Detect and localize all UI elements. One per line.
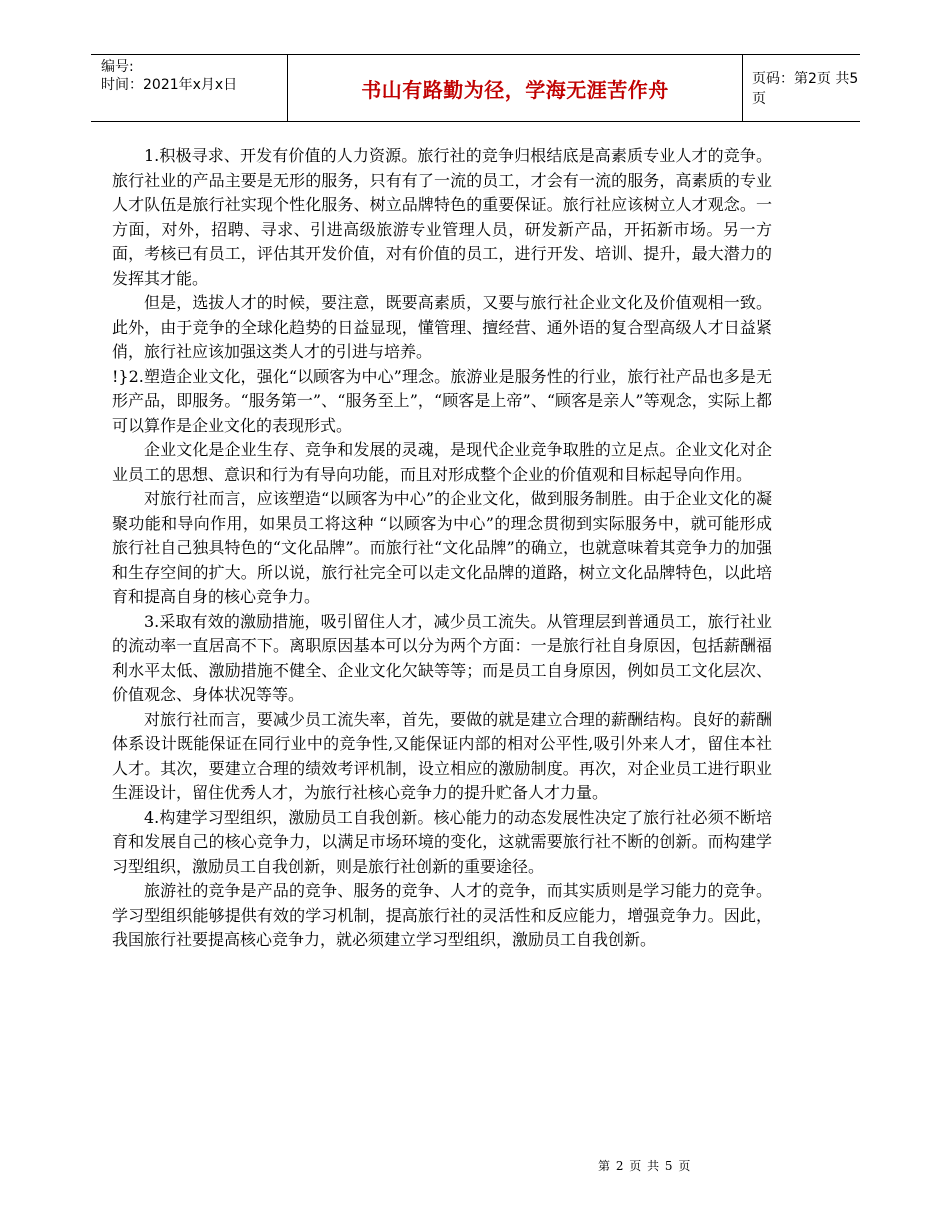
page-footer-number: 第 2 页 共 5 页	[598, 1159, 692, 1173]
paragraph-4: 企业文化是企业生存、竞争和发展的灵魂，是现代企业竞争取胜的立足点。企业文化对企业员工的思想、意识和行为有导向功能，而且对形成整个企业的价值观和目标起导向作用。	[112, 440, 772, 484]
paragraph-8: 4.构建学习型组织，激励员工自我创新。核心能力的动态发展性决定了旅行社必须不断培育和发展自己的核心竞争力，以满足市场环境的变化，这就需要旅行社不断的创新。而构建学习型组织，激励员工自我创新，则是旅行社创新的重要途径。	[112, 807, 772, 876]
document-body	[112, 144, 772, 953]
paragraph-5: 对旅行社而言，应该塑造“以顾客为中心”的企业文化，做到服务制胜。由于企业文化的凝聚功能和导向作用，如果员工将这种 “以顾客为中心”的理念贯彻到实际服务中，就可能形成旅行社自己独具特色的“文化品牌”。而旅行社“文化品牌”的确立，也就意味着其竞争力的加强和生存空间的扩大。所以说，旅行社完全可以走文化品牌的道路，树立文化品牌特色，以此培育和提高自身的核心竞争力。	[112, 489, 772, 606]
header-motto: 书山有路勤为径，学海无涯苦作舟	[288, 55, 743, 121]
document-number-label: 编号:	[101, 59, 134, 75]
paragraph-3: !}2.塑造企业文化，强化“以顾客为中心”理念。旅游业是服务性的行业，旅行社产品也多是无形产品，即服务。“服务第一”、“服务至上”，“顾客是上帝”、“顾客是亲人”等观念，实际上都可以算作是企业文化的表现形式。	[112, 366, 772, 435]
page-header	[91, 54, 860, 122]
paragraph-6: 3.采取有效的激励措施，吸引留住人才，减少员工流失。从管理层到普通员工，旅行社业的流动率一直居高不下。离职原因基本可以分为两个方面：一是旅行社自身原因，包括薪酬福利水平太低、激励措施不健全、企业文化欠缺等等；而是员工自身原因，例如员工文化层次、价值观念、身体状况等等。	[112, 611, 772, 704]
paragraph-9: 旅游社的竞争是产品的竞争、服务的竞争、人才的竞争，而其实质则是学习能力的竞争。学习型组织能够提供有效的学习机制，提高旅行社的灵活性和反应能力，增强竞争力。因此，我国旅行社要提高核心竞争力，就必须建立学习型组织，激励员工自我创新。	[112, 881, 772, 949]
header-page-label: 页码：第2页 共5页	[752, 71, 859, 107]
header-meta	[91, 55, 288, 121]
paragraph-2: 但是，选拔人才的时候，要注意，既要高素质，又要与旅行社企业文化及价值观相一致。此外，由于竞争的全球化趋势的日益显现，懂管理、擅经营、通外语的复合型高级人才日益紧俏，旅行社应该加强这类人才的引进与培养。	[112, 293, 772, 361]
paragraph-7: 对旅行社而言，要减少员工流失率，首先，要做的就是建立合理的薪酬结构。良好的薪酬体系设计既能保证在同行业中的竞争性,又能保证内部的相对公平性,吸引外来人才，留住本社人才。其次，要建立合理的绩效考评机制，设立相应的激励制度。再次，对企业员工进行职业生涯设计，留住优秀人才，为旅行社核心竞争力的提升贮备人才力量。	[112, 709, 772, 802]
document-time-label: 时间：2021年x月x日	[101, 77, 238, 93]
paragraph-1: 1.积极寻求、开发有价值的人力资源。旅行社的竞争归根结底是高素质专业人才的竞争。旅行社业的产品主要是无形的服务，只有有了一流的员工，才会有一流的服务，高素质的专业人才队伍是旅行社实现个性化服务、树立品牌特色的重要保证。旅行社应该树立人才观念。一方面，对外，招聘、寻求、引进高级旅游专业管理人员，研发新产品，开拓新市场。另一方面，考核已有员工，评估其开发价值，对有价值的员工，进行开发、培训、提升，最大潜力的发挥其才能。	[112, 146, 772, 288]
